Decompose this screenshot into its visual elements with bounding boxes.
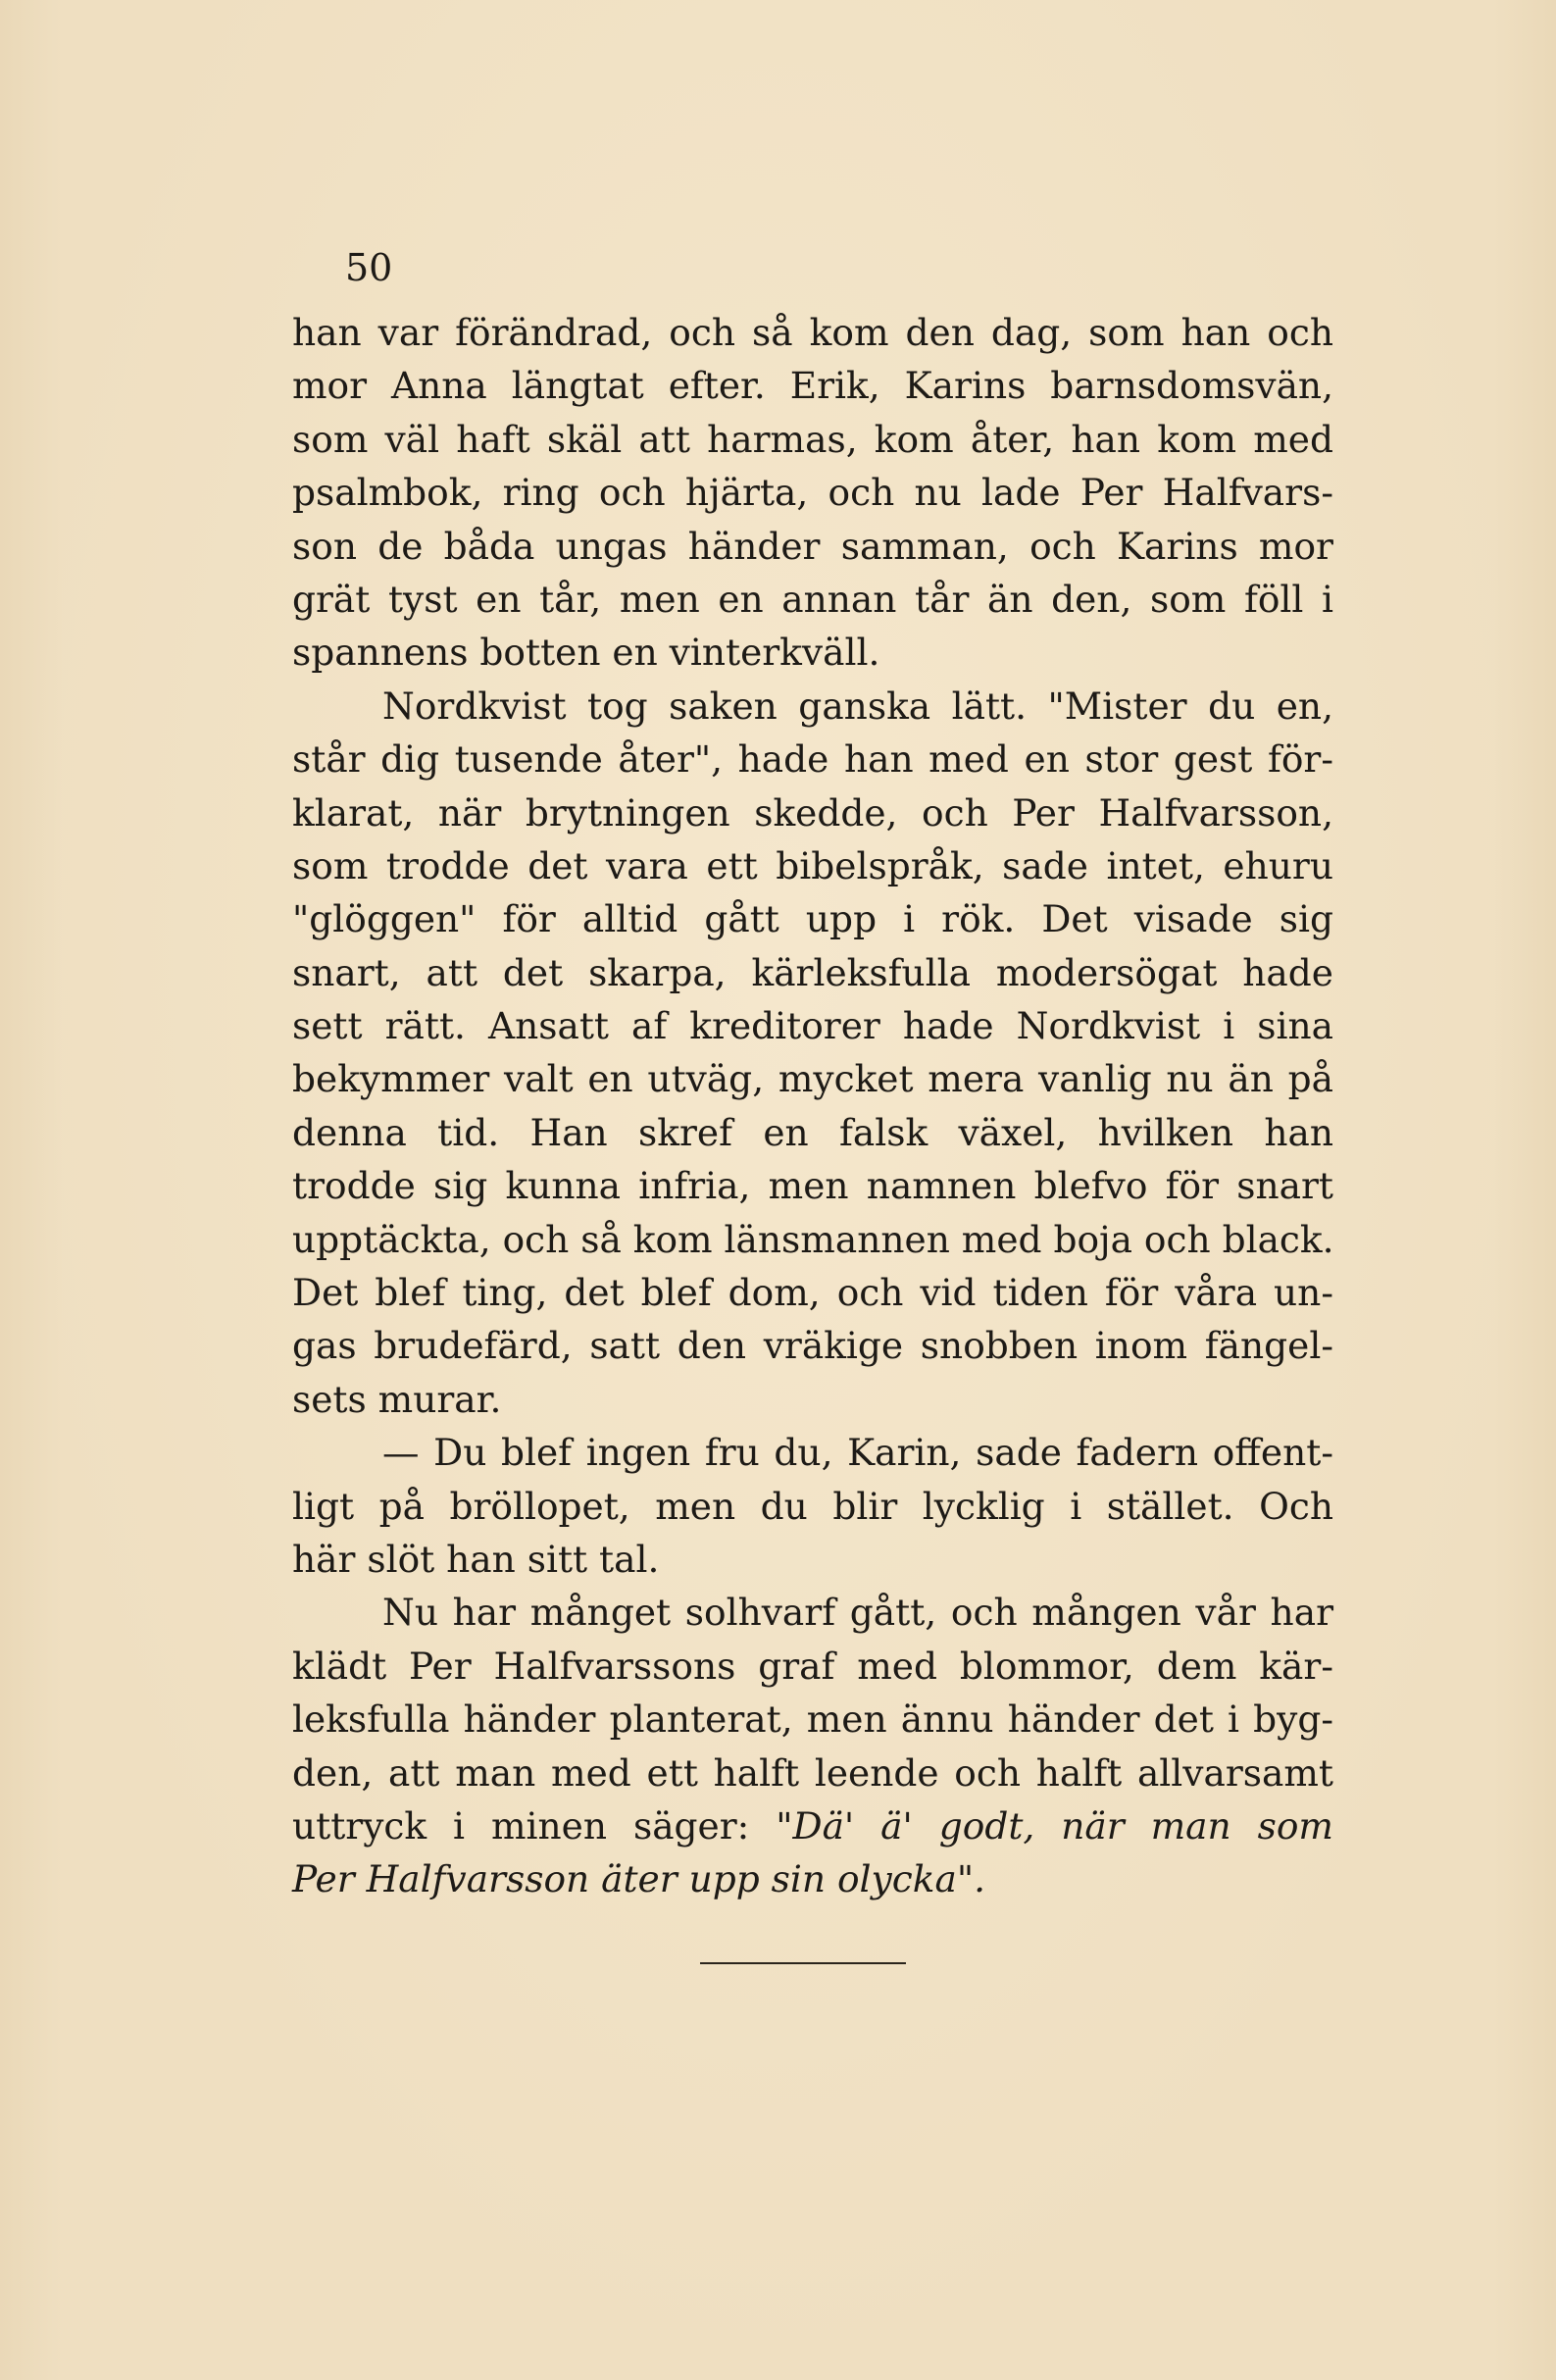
page-number: 50	[345, 246, 393, 289]
text-line: trodde sig kunna infria, men namnen blefvo för snart	[292, 1164, 1333, 1208]
text-line: som väl haft skäl att harmas, kom åter, han kom med	[292, 417, 1333, 461]
quoted-saying-end: Per Halfvarsson äter upp sin olycka".	[292, 1857, 985, 1901]
text-line: son de båda ungas händer samman, och Karins mor	[292, 524, 1333, 568]
text-line: mor Anna längtat efter. Erik, Karins barnsdomsvän,	[292, 364, 1333, 408]
text-line	[292, 1799, 1333, 1852]
text-line: upptäckta, och så kom länsmannen med boja och black.	[292, 1217, 1334, 1261]
section-end-rule	[700, 1962, 906, 1964]
body-text	[292, 306, 1333, 1906]
text-line: sett rätt. Ansatt af kreditorer hade Nordkvist i sina	[292, 1004, 1333, 1048]
text-line: den, att man med ett halft leende och halft allvarsamt	[292, 1750, 1333, 1795]
text-line: gas brudefärd, satt den vräkige snobben inom fängel-	[292, 1324, 1333, 1368]
text-line: klarat, när brytningen skedde, och Per Halfvarsson,	[292, 790, 1333, 835]
quoted-saying: "Dä' ä' godt, när man som	[776, 1803, 1333, 1848]
text-line: "glöggen" för alltid gått upp i rök. Det visade sig	[292, 897, 1333, 941]
text-line: psalmbok, ring och hjärta, och nu lade Per Halfvars-	[292, 471, 1333, 515]
text-line: denna tid. Han skref en falsk växel, hvilken han	[292, 1110, 1333, 1154]
text-line: ligt på bröllopet, men du blir lycklig i stället. Och	[292, 1484, 1333, 1528]
text-line: leksfulla händer planterat, men ännu händer det i byg-	[292, 1697, 1333, 1742]
text-line: här slöt han sitt tal.	[292, 1537, 660, 1581]
text-line: Det blef ting, det blef dom, och vid tiden för våra un-	[292, 1271, 1333, 1315]
text-line-roman: uttryck i minen säger:	[292, 1803, 777, 1848]
text-line: grät tyst en tår, men en annan tår än den, som föll i	[292, 577, 1333, 621]
text-line: han var förändrad, och så kom den dag, som han och	[292, 311, 1333, 354]
text-line: — Du blef ingen fru du, Karin, sade fadern offent-	[382, 1431, 1333, 1475]
text-line: Nu har månget solhvarf gått, och mången vår har	[382, 1591, 1333, 1635]
text-line: klädt Per Halfvarssons graf med blommor, dem kär-	[292, 1644, 1333, 1688]
text-line: som trodde det vara ett bibelspråk, sade intet, ehuru	[292, 843, 1333, 887]
text-line: snart, att det skarpa, kärleksfulla modersögat hade	[292, 950, 1333, 994]
text-line: bekymmer valt en utväg, mycket mera vanlig nu än på	[292, 1057, 1333, 1101]
text-line: Nordkvist tog saken ganska lätt. "Mister du en,	[382, 684, 1333, 728]
text-line: spannens botten en vinterkväll.	[292, 631, 880, 675]
text-line: står dig tusende åter", hade han med en stor gest för-	[292, 737, 1333, 782]
text-line: sets murar.	[292, 1377, 502, 1421]
